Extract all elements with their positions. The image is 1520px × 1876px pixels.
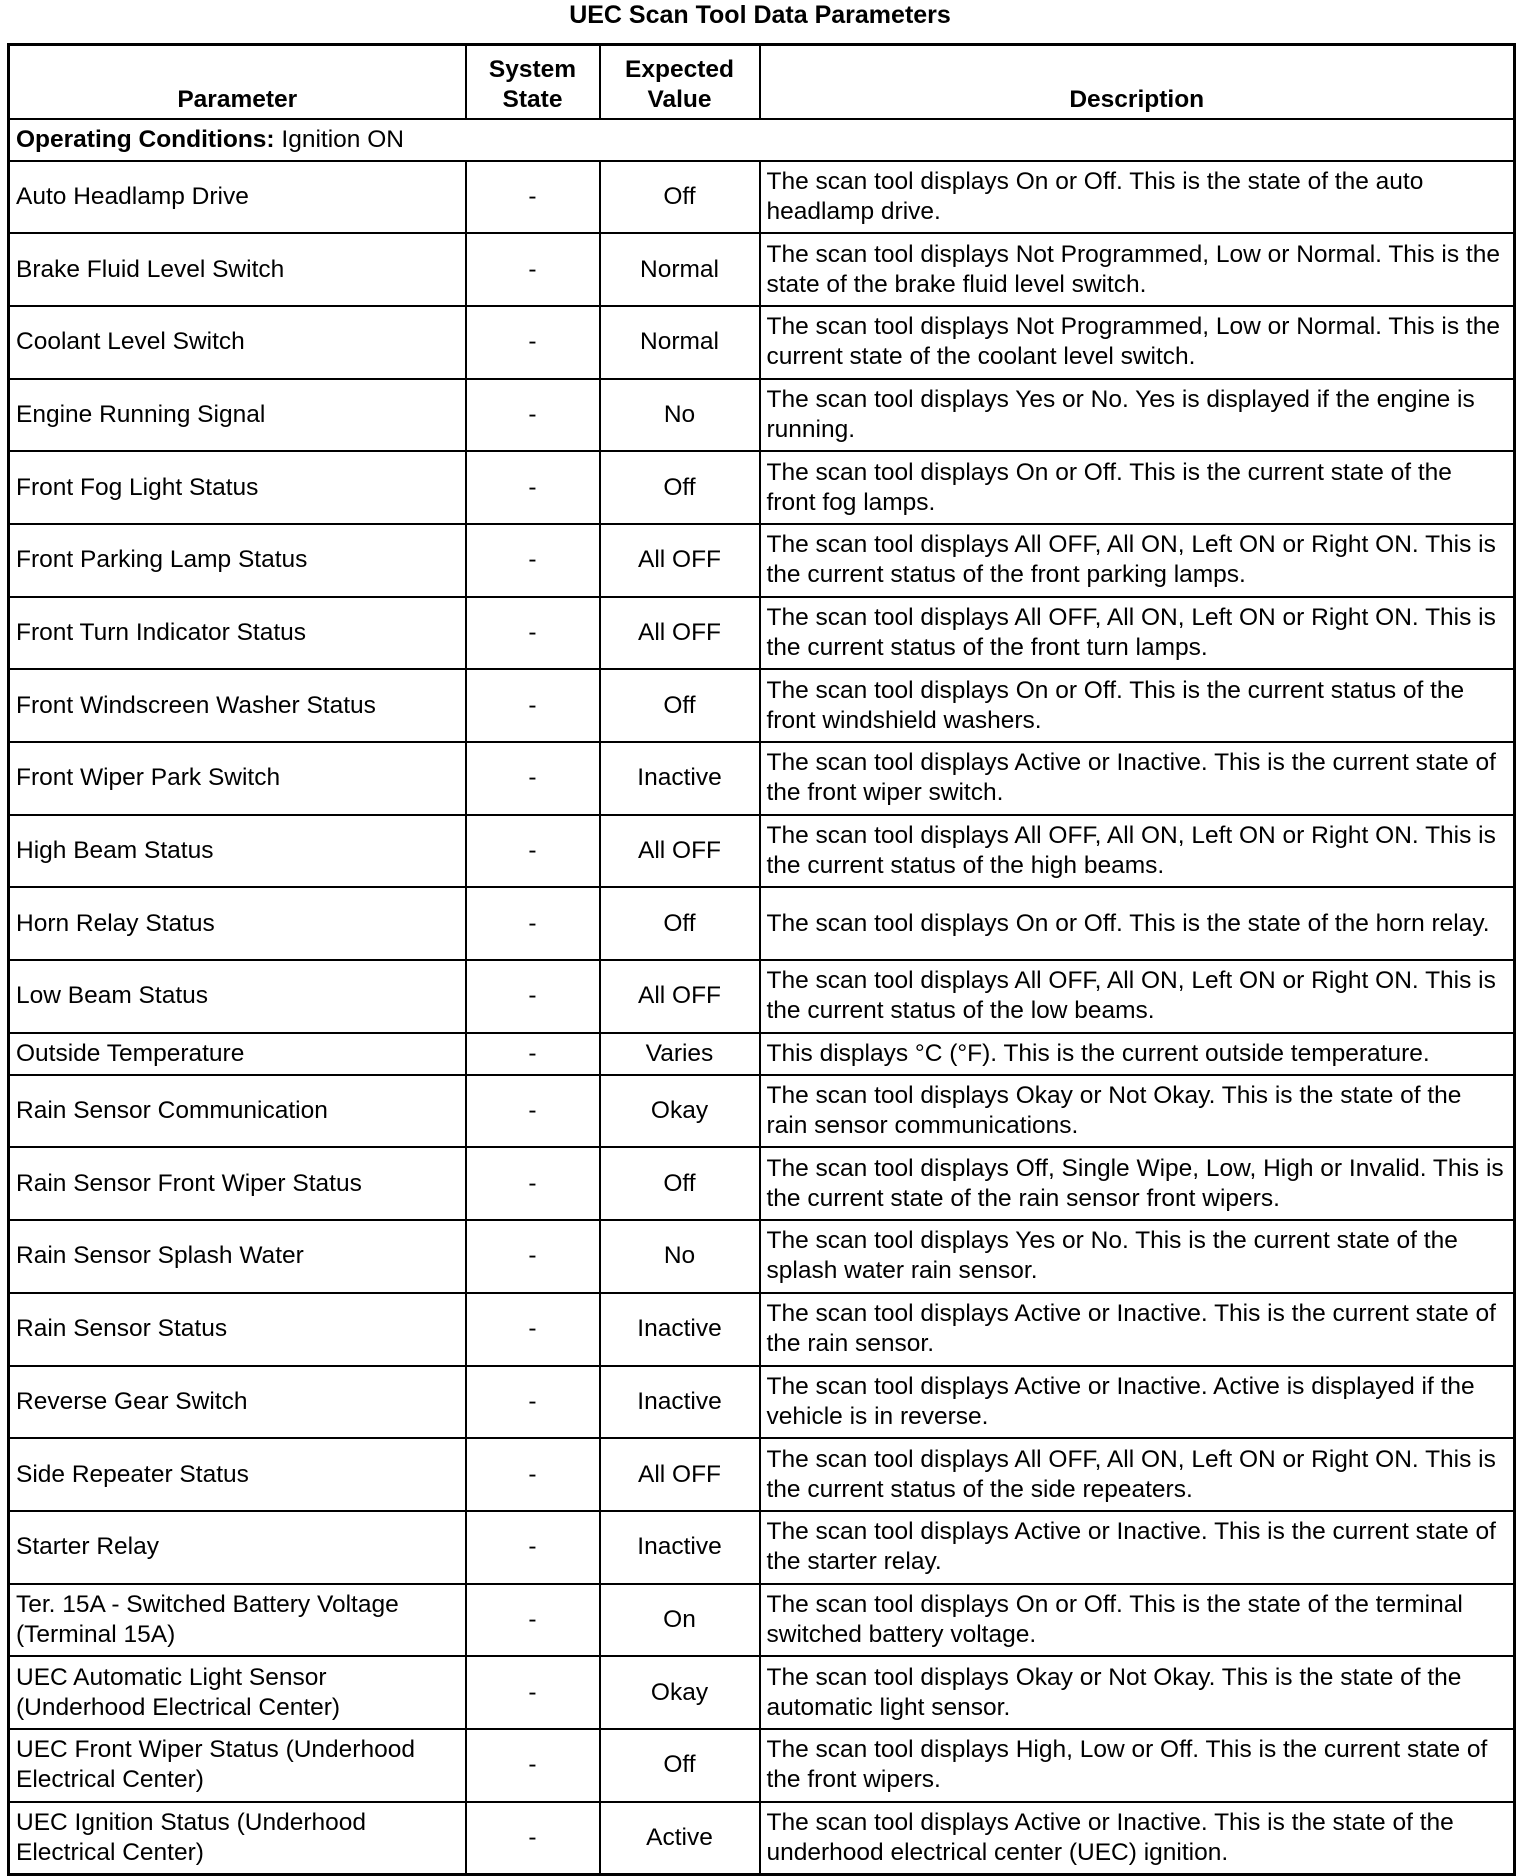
table-row bbox=[9, 887, 1515, 960]
parameter-cell: Brake Fluid Level Switch bbox=[9, 233, 466, 306]
expected-value-cell: All OFF bbox=[600, 1438, 760, 1511]
expected-value-cell: Varies bbox=[600, 1033, 760, 1075]
expected-value-cell: No bbox=[600, 1220, 760, 1293]
description-cell: The scan tool displays Active or Inactive. This is the current state of the starter relay. bbox=[760, 1511, 1515, 1584]
description-cell: The scan tool displays Active or Inactive. This is the state of the underhood electrical center (UEC) ignition. bbox=[760, 1802, 1515, 1875]
table-row bbox=[9, 451, 1515, 524]
table-row bbox=[9, 960, 1515, 1033]
system-state-cell: - bbox=[466, 669, 600, 742]
table-row bbox=[9, 306, 1515, 379]
system-state-cell: - bbox=[466, 1220, 600, 1293]
expected-value-cell: Okay bbox=[600, 1075, 760, 1148]
description-cell: The scan tool displays All OFF, All ON, Left ON or Right ON. This is the current status of the side repeaters. bbox=[760, 1438, 1515, 1511]
description-cell: The scan tool displays High, Low or Off. This is the current state of the front wipers. bbox=[760, 1729, 1515, 1802]
description-cell: The scan tool displays On or Off. This is the current state of the front fog lamps. bbox=[760, 451, 1515, 524]
parameter-cell: Side Repeater Status bbox=[9, 1438, 466, 1511]
operating-conditions-label: Operating Conditions: bbox=[16, 125, 275, 153]
description-cell: The scan tool displays All OFF, All ON, Left ON or Right ON. This is the current status of the low beams. bbox=[760, 960, 1515, 1033]
system-state-cell: - bbox=[466, 1438, 600, 1511]
table-row bbox=[9, 815, 1515, 888]
description-column-header: Description bbox=[760, 45, 1515, 119]
system-state-cell: - bbox=[466, 960, 600, 1033]
page-title: UEC Scan Tool Data Parameters bbox=[569, 1, 951, 29]
expected-value-cell: Off bbox=[600, 887, 760, 960]
parameter-cell: Front Fog Light Status bbox=[9, 451, 466, 524]
scan-tool-data-table bbox=[7, 43, 1516, 1876]
description-cell: The scan tool displays Not Programmed, Low or Normal. This is the state of the brake fluid level switch. bbox=[760, 233, 1515, 306]
parameter-cell: Rain Sensor Front Wiper Status bbox=[9, 1147, 466, 1220]
parameter-column-header: Parameter bbox=[9, 45, 466, 119]
description-cell: The scan tool displays On or Off. This is the current status of the front windshield washers. bbox=[760, 669, 1515, 742]
parameter-cell: Front Wiper Park Switch bbox=[9, 742, 466, 815]
table-row bbox=[9, 597, 1515, 670]
parameter-cell: Rain Sensor Status bbox=[9, 1293, 466, 1366]
description-cell: The scan tool displays Yes or No. This is the current state of the splash water rain sensor. bbox=[760, 1220, 1515, 1293]
system-state-cell: - bbox=[466, 1584, 600, 1657]
table-row bbox=[9, 1438, 1515, 1511]
operating-conditions-row bbox=[9, 119, 1515, 161]
expected-value-cell: Normal bbox=[600, 233, 760, 306]
expected-value-cell: All OFF bbox=[600, 597, 760, 670]
system-state-cell: - bbox=[466, 742, 600, 815]
description-cell: The scan tool displays On or Off. This is the state of the terminal switched battery voltage. bbox=[760, 1584, 1515, 1657]
parameter-cell: Reverse Gear Switch bbox=[9, 1366, 466, 1439]
description-cell: The scan tool displays Okay or Not Okay. This is the state of the automatic light sensor. bbox=[760, 1656, 1515, 1729]
table-header-row bbox=[9, 45, 1515, 119]
expected-value-cell: No bbox=[600, 379, 760, 452]
description-cell: The scan tool displays All OFF, All ON, Left ON or Right ON. This is the current status of the high beams. bbox=[760, 815, 1515, 888]
system-state-cell: - bbox=[466, 306, 600, 379]
expected-value-cell: Active bbox=[600, 1802, 760, 1875]
system-state-cell: - bbox=[466, 1033, 600, 1075]
table-row bbox=[9, 1729, 1515, 1802]
expected-value-cell: All OFF bbox=[600, 815, 760, 888]
parameter-cell: UEC Ignition Status (Underhood Electrical Center) bbox=[9, 1802, 466, 1875]
table-row bbox=[9, 524, 1515, 597]
expected-value-cell: Normal bbox=[600, 306, 760, 379]
parameter-cell: Engine Running Signal bbox=[9, 379, 466, 452]
expected-value-cell: Off bbox=[600, 451, 760, 524]
system-state-cell: - bbox=[466, 524, 600, 597]
expected-value-cell: Off bbox=[600, 669, 760, 742]
description-cell: The scan tool displays Okay or Not Okay. This is the state of the rain sensor communications. bbox=[760, 1075, 1515, 1148]
expected-value-cell: Inactive bbox=[600, 742, 760, 815]
description-cell: The scan tool displays On or Off. This is the state of the horn relay. bbox=[760, 887, 1515, 960]
system-state-cell: - bbox=[466, 1366, 600, 1439]
expected-value-column-header: Expected Value bbox=[600, 45, 760, 119]
expected-value-cell: Okay bbox=[600, 1656, 760, 1729]
system-state-cell: - bbox=[466, 233, 600, 306]
operating-conditions-value: Ignition ON bbox=[281, 125, 404, 153]
parameter-cell: Starter Relay bbox=[9, 1511, 466, 1584]
table-row bbox=[9, 1075, 1515, 1148]
expected-value-cell: Inactive bbox=[600, 1366, 760, 1439]
system-state-cell: - bbox=[466, 1656, 600, 1729]
description-cell: The scan tool displays On or Off. This is the state of the auto headlamp drive. bbox=[760, 161, 1515, 234]
table-row bbox=[9, 1802, 1515, 1875]
table-row bbox=[9, 161, 1515, 234]
parameter-cell: Rain Sensor Communication bbox=[9, 1075, 466, 1148]
expected-value-cell: All OFF bbox=[600, 960, 760, 1033]
table-row bbox=[9, 669, 1515, 742]
system-state-cell: - bbox=[466, 887, 600, 960]
system-state-cell: - bbox=[466, 1729, 600, 1802]
parameter-cell: Low Beam Status bbox=[9, 960, 466, 1033]
expected-value-cell: On bbox=[600, 1584, 760, 1657]
expected-value-cell: Off bbox=[600, 1147, 760, 1220]
parameter-cell: Rain Sensor Splash Water bbox=[9, 1220, 466, 1293]
parameter-cell: UEC Front Wiper Status (Underhood Electrical Center) bbox=[9, 1729, 466, 1802]
system-state-cell: - bbox=[466, 1293, 600, 1366]
description-cell: The scan tool displays Off, Single Wipe, Low, High or Invalid. This is the current state of the rain sensor front wipers. bbox=[760, 1147, 1515, 1220]
system-state-cell: - bbox=[466, 161, 600, 234]
system-state-column-header: System State bbox=[466, 45, 600, 119]
system-state-cell: - bbox=[466, 379, 600, 452]
table-row bbox=[9, 1511, 1515, 1584]
description-cell: The scan tool displays Not Programmed, Low or Normal. This is the current state of the coolant level switch. bbox=[760, 306, 1515, 379]
description-cell: The scan tool displays Active or Inactive. Active is displayed if the vehicle is in reverse. bbox=[760, 1366, 1515, 1439]
parameter-cell: Front Parking Lamp Status bbox=[9, 524, 466, 597]
table-row bbox=[9, 1147, 1515, 1220]
system-state-cell: - bbox=[466, 1511, 600, 1584]
table-row bbox=[9, 1366, 1515, 1439]
table-row bbox=[9, 742, 1515, 815]
parameter-cell: Auto Headlamp Drive bbox=[9, 161, 466, 234]
system-state-cell: - bbox=[466, 1075, 600, 1148]
table-row bbox=[9, 1033, 1515, 1075]
description-cell: The scan tool displays Active or Inactive. This is the current state of the rain sensor. bbox=[760, 1293, 1515, 1366]
table-row bbox=[9, 1584, 1515, 1657]
table-row bbox=[9, 1293, 1515, 1366]
table-row bbox=[9, 233, 1515, 306]
parameter-cell: Front Turn Indicator Status bbox=[9, 597, 466, 670]
table-row bbox=[9, 379, 1515, 452]
parameter-cell: Ter. 15A - Switched Battery Voltage (Terminal 15A) bbox=[9, 1584, 466, 1657]
table-row bbox=[9, 1220, 1515, 1293]
description-cell: The scan tool displays Yes or No. Yes is displayed if the engine is running. bbox=[760, 379, 1515, 452]
system-state-cell: - bbox=[466, 1147, 600, 1220]
operating-conditions bbox=[9, 119, 1515, 161]
system-state-cell: - bbox=[466, 451, 600, 524]
system-state-cell: - bbox=[466, 1802, 600, 1875]
description-cell: The scan tool displays Active or Inactive. This is the current state of the front wiper switch. bbox=[760, 742, 1515, 815]
parameter-cell: Coolant Level Switch bbox=[9, 306, 466, 379]
expected-value-cell: Inactive bbox=[600, 1293, 760, 1366]
parameter-cell: High Beam Status bbox=[9, 815, 466, 888]
description-cell: The scan tool displays All OFF, All ON, Left ON or Right ON. This is the current status of the front parking lamps. bbox=[760, 524, 1515, 597]
parameter-cell: UEC Automatic Light Sensor (Underhood Electrical Center) bbox=[9, 1656, 466, 1729]
parameter-cell: Outside Temperature bbox=[9, 1033, 466, 1075]
expected-value-cell: Inactive bbox=[600, 1511, 760, 1584]
expected-value-cell: Off bbox=[600, 161, 760, 234]
expected-value-cell: All OFF bbox=[600, 524, 760, 597]
description-cell: This displays °C (°F). This is the current outside temperature. bbox=[760, 1033, 1515, 1075]
system-state-cell: - bbox=[466, 815, 600, 888]
table-row bbox=[9, 1656, 1515, 1729]
expected-value-cell: Off bbox=[600, 1729, 760, 1802]
parameter-cell: Horn Relay Status bbox=[9, 887, 466, 960]
description-cell: The scan tool displays All OFF, All ON, Left ON or Right ON. This is the current status of the front turn lamps. bbox=[760, 597, 1515, 670]
parameter-cell: Front Windscreen Washer Status bbox=[9, 669, 466, 742]
system-state-cell: - bbox=[466, 597, 600, 670]
